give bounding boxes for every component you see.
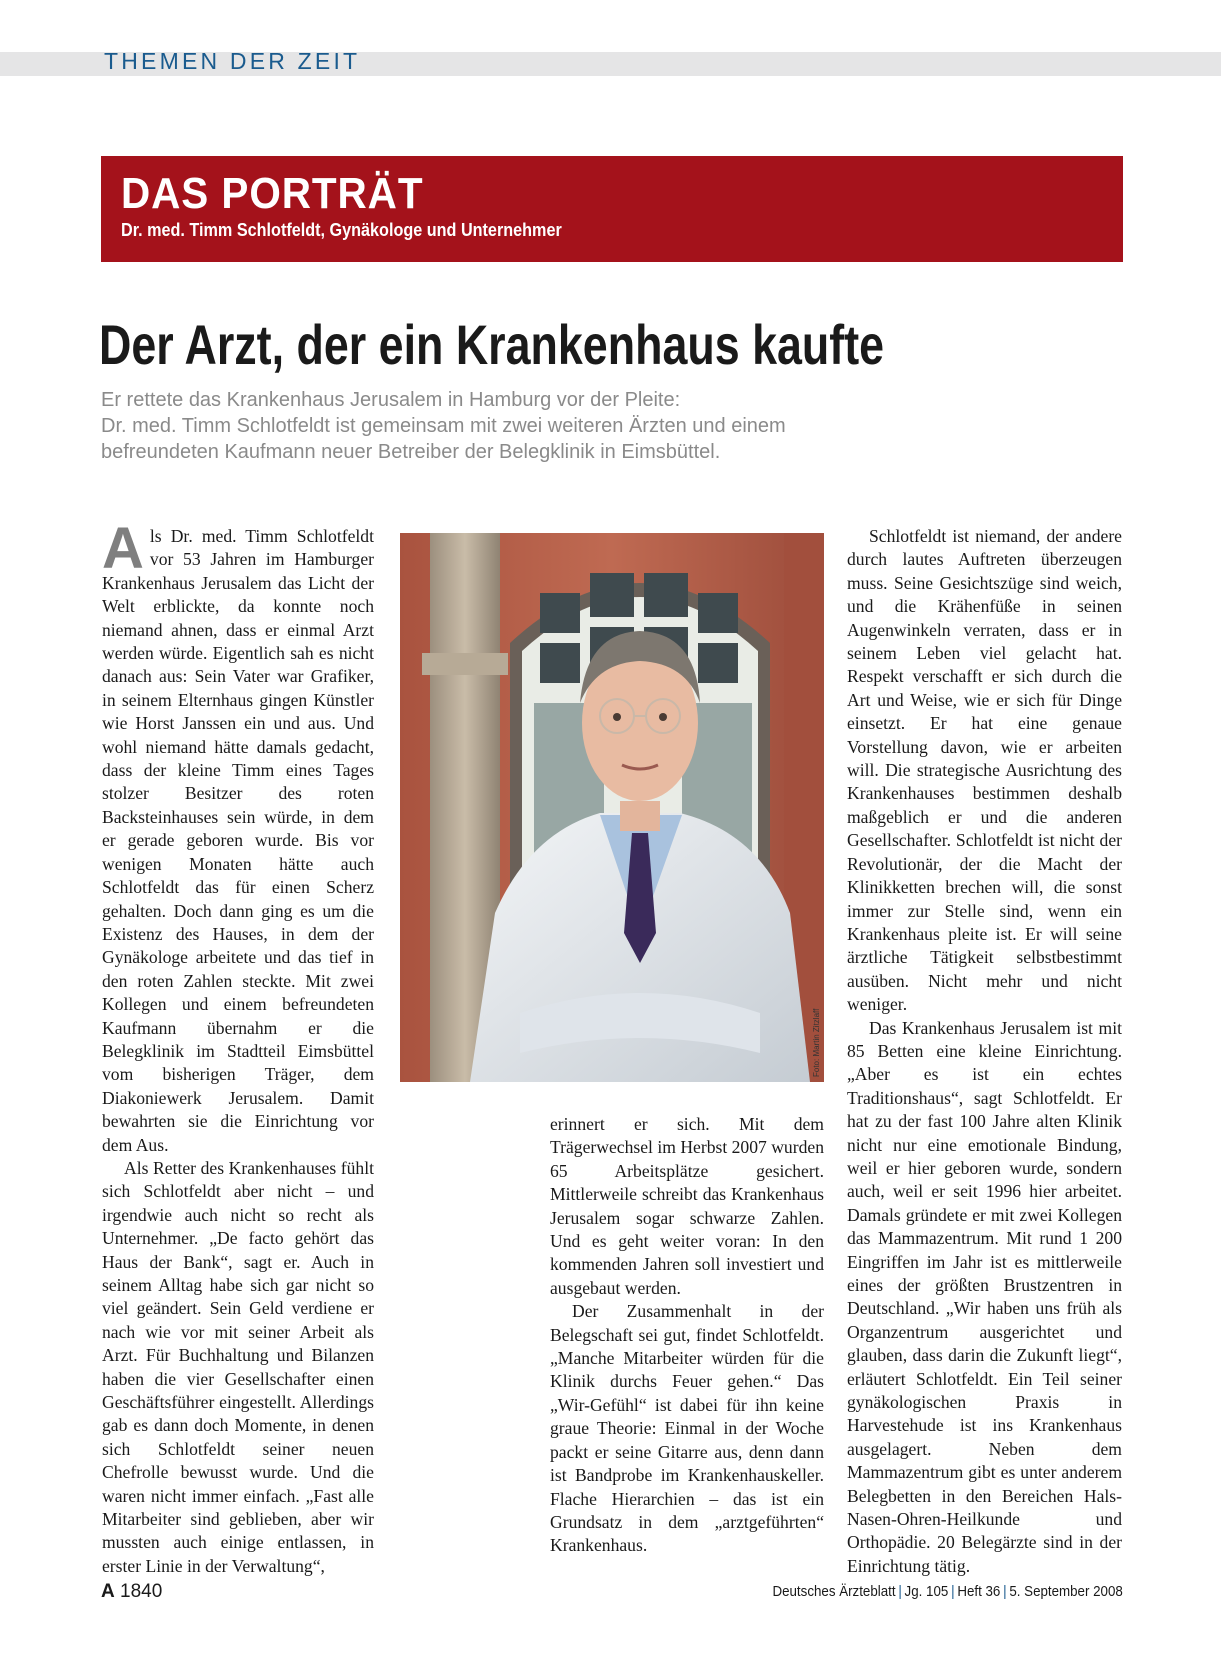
issue: Heft 36 <box>957 1584 1001 1600</box>
separator: | <box>1003 1584 1007 1600</box>
portrait-photo <box>400 533 824 1082</box>
page-number <box>101 1581 162 1603</box>
publication-name: Deutsches Ärzteblatt <box>772 1584 896 1600</box>
lead-line: befreundeten Kaufmann neuer Betreiber der Belegklinik in Eimsbüttel. <box>101 441 721 463</box>
paragraph: Der Zusammenhalt in der Belegschaft sei gut, findet Schlotfeldt. „Manche Mitarbeiter würden für die Klinik durchs Feuer gehen.“ Das „Wir-Gefühl“ ist dabei für ihn keine graue Theorie: Einmal in der Woche packt er seine Gitarre aus, denn dann ist Bandprobe im Krankenhauskeller. Flache Hierarchien – das ist ein Grundsatz in dem „arztgeführten“ Krankenhaus. <box>550 1301 824 1556</box>
article-column-2 <box>550 1113 824 1558</box>
volume: Jg. 105 <box>904 1584 949 1600</box>
page-number-value: 1840 <box>120 1581 163 1602</box>
portrait-banner <box>101 156 1123 262</box>
lead-line: Er rettete das Krankenhaus Jerusalem in Hamburg vor der Pleite: <box>101 389 681 411</box>
photo-credit: Foto: Martin Zitzlaff <box>812 1008 821 1077</box>
paragraph: Schlotfeldt ist niemand, der andere durch lautes Auftreten überzeugen muss. Seine Gesichtszüge sind weich, und die Krähenfüße in seinen Augenwinkeln verraten, dass er in seinem Leben viel gelacht hat. Respekt verschafft er sich durch die Art und Weise, wie er sich für Dinge einsetzt. Er hat eine genaue Vorstellung davon, wie er arbeiten will. Die strategische Ausrichtung des Krankenhauses bestimmen deshalb maßgeblich er und die anderen Gesellschafter. Schlotfeldt ist nicht der Revolutionär, der die Macht der Klinikketten brechen will, die sonst immer zur Stelle sind, wenn ein Krankenhaus pleite ist. Er will seine ärztliche Tätigkeit selbstbestimmt ausüben. Nicht mehr und nicht weniger. <box>847 526 1122 1015</box>
paragraph <box>102 516 374 1157</box>
article-headline: Der Arzt, der ein Krankenhaus kaufte <box>99 313 885 376</box>
paragraph: Als Retter des Krankenhauses fühlt sich Schlotfeldt aber nicht – und irgendwie auch nicht so recht als Unternehmer. „De facto gehört das Haus der Bank“, sagt er. Auch in seinem Alltag habe sich gar nicht so viel geändert. Sein Geld verdiene er nach wie vor mit seiner Arbeit als Arzt. Für Buchhaltung und Bilanzen haben die vier Gesellschafter einen Geschäftsführer eingestellt. Allerdings gab es dann doch Momente, in denen sich Schlotfeldt seiner neuen Chefrolle bewusst wurde. Und die waren nicht immer einfach. „Fast alle Mitarbeiter sind geblieben, aber wir mussten auch einige entlassen, in erster Linie in der Verwaltung“, <box>102 1157 374 1576</box>
drop-cap: A <box>102 516 144 581</box>
paragraph: Das Krankenhaus Jerusalem ist mit 85 Betten eine kleine Einrichtung. „Aber es ist ein echtes Traditionshaus“, sagt Schlotfeldt. Er hat zu der fast 100 Jahre alten Klinik nicht nur eine emotionale Bindung, weil er hier geboren wurde, sondern auch, weil er seit 1996 hier arbeitet. Damals gründete er mit zwei Kollegen das Mammazentrum. Mit rund 1 200 Eingriffen im Jahr ist es mittlerweile eines der größten Brustzentren in Deutschland. „Wir haben uns früh als Organzentrum ausgerichtet und glauben, dass darin die Zukunft liegt“, erläutert Schlotfeldt. Ein Teil seiner gynäkologischen Praxis in Harvestehude ist ins Krankenhaus ausgelagert. Neben dem Mammazentrum gibt es unter anderem Belegbetten in den Bereichen Hals-Nasen-Ohren-Heilkunde und Orthopädie. 20 Belegärzte sind in der Einrichtung tätig. <box>847 1017 1122 1576</box>
article-column-3 <box>847 525 1122 1578</box>
publication-info <box>773 1584 1123 1600</box>
separator: | <box>951 1584 955 1600</box>
article-lead <box>101 387 1001 465</box>
banner-title: DAS PORTRÄT <box>121 169 424 218</box>
portrait-photo-image <box>400 533 824 1082</box>
lead-line: Dr. med. Timm Schlotfeldt ist gemeinsam mit zwei weiteren Ärzten und einem <box>101 415 786 437</box>
article-column-1 <box>102 516 374 1578</box>
section-label: THEMEN DER ZEIT <box>104 48 361 74</box>
paragraph-text: ls Dr. med. Timm Schlotfeldt vor 53 Jahren im Hamburger Krankenhaus Jerusalem das Licht der Welt erblickte, da konnte noch niemand ahnen, dass er einmal Arzt werden würde. Eigentlich sah es nicht danach aus: Sein Vater war Grafiker, in seinem Elternhaus gingen Künstler wie Horst Janssen ein und aus. Und wohl niemand hätte damals gedacht, dass der kleine Timm eines Tages stolzer Besitzer des roten Backsteinhauses sein würde, in dem er gerade geboren wurde. Bis vor wenigen Monaten hätte auch Schlotfeldt das für einen Scherz gehalten. Doch dann ging es um die Existenz des Hauses, in dem der Gynäkologe arbeitete und das tief in den roten Zahlen steckte. Mit zwei Kollegen und einem befreundeten Kaufmann übernahm er die Belegklinik im Stadtteil Eimsbüttel vom bisherigen Träger, dem Diakoniewerk Jerusalem. Damit bewahrten sie die Einrichtung vor dem Aus. <box>102 526 374 1155</box>
separator: | <box>898 1584 902 1600</box>
publication-date: 5. September 2008 <box>1009 1584 1123 1600</box>
banner-subtitle: Dr. med. Timm Schlotfeldt, Gynäkologe und Unternehmer <box>121 220 562 240</box>
paragraph: erinnert er sich. Mit dem Trägerwechsel im Herbst 2007 wurden 65 Arbeitsplätze gesichert. Mittlerweile schreibt das Krankenhaus Jerusalem sogar schwarze Zahlen. Und es geht weiter voran: In den kommenden Jahren soll investiert und ausgebaut werden. <box>550 1114 824 1298</box>
page-prefix: A <box>101 1581 115 1602</box>
